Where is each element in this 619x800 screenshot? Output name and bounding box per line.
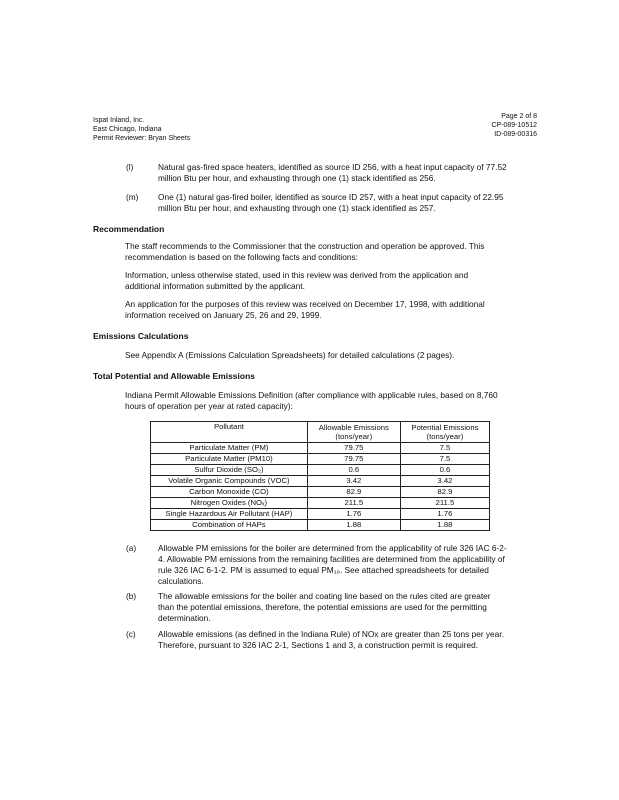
- table-row: [151, 476, 490, 487]
- pollutant-cell: Sulfur Dioxide (SO₂): [151, 465, 308, 476]
- table-row: [151, 443, 490, 454]
- pollutant-cell: Single Hazardous Air Pollutant (HAP): [151, 509, 308, 520]
- potential-cell: 82.9: [400, 487, 489, 498]
- emissions-calc-text: See Appendix A (Emissions Calculation Spreadsheets) for detailed calculations (2 pages).: [125, 350, 455, 360]
- allowable-cell: 79.75: [307, 454, 400, 465]
- emissions-calc-heading: Emissions Calculations: [93, 331, 189, 341]
- potential-cell: 1.88: [400, 520, 489, 531]
- recommendation-paragraph-2: Information, unless otherwise stated, used in this review was derived from the application and additional information submitted by the applicant.: [125, 270, 469, 291]
- allowable-cell: 211.5: [307, 498, 400, 509]
- table-row: [151, 498, 490, 509]
- potential-cell: 7.5: [400, 454, 489, 465]
- pollutant-cell: Combination of HAPs: [151, 520, 308, 531]
- potential-cell: 1.76: [400, 509, 489, 520]
- item-text: Natural gas-fired space heaters, identified as source ID 256, with a heat input capacity of 77.52 million Btu per hour, and exhausting through one (1) stack identified as 256.: [158, 162, 507, 183]
- column-header-pollutant: Pollutant: [151, 422, 308, 443]
- potential-cell: 0.6: [400, 465, 489, 476]
- table-row: [151, 487, 490, 498]
- table-row: [151, 509, 490, 520]
- pollutant-cell: Particulate Matter (PM10): [151, 454, 308, 465]
- allowable-cell: 1.76: [307, 509, 400, 520]
- recommendation-heading: Recommendation: [93, 224, 165, 234]
- recommendation-paragraph-3: An application for the purposes of this review was received on December 17, 1998, with additional information received on January 25, 26 and 29, 1999.: [125, 299, 485, 320]
- pollutant-cell: Particulate Matter (PM): [151, 443, 308, 454]
- pollutant-cell: Carbon Monoxide (CO): [151, 487, 308, 498]
- header-left: [93, 116, 190, 143]
- header-right: [491, 112, 537, 139]
- note-label: (c): [126, 629, 136, 639]
- company-name: Ispat Inland, Inc.: [93, 117, 145, 124]
- permit-reviewer: Permit Reviewer: Bryan Sheets: [93, 135, 191, 142]
- note-text: Allowable emissions (as defined in the Indiana Rule) of NOx are greater than 25 tons per year. Therefore, pursuant to 326 IAC 2-1, Sections 1 and 3, a construction permit is required.: [158, 629, 504, 650]
- recommendation-paragraph-1: The staff recommends to the Commissioner that the construction and operation be approved. This recommendation is based on the following facts and conditions:: [125, 241, 485, 262]
- note-text: Allowable PM emissions for the boiler are determined from the applicability of rule 326 IAC 6-2-4. Allowable PM emissions from the remaining facilities are determined from the applicability of rule 326 IAC 6-1-2. PM is assumed to equal PM₁₀. See attached spreadsheets for detailed calculations.: [158, 543, 507, 586]
- note-label: (a): [126, 543, 137, 553]
- company-location: East Chicago, Indiana: [93, 126, 162, 133]
- allowable-cell: 0.6: [307, 465, 400, 476]
- table-row: [151, 520, 490, 531]
- column-header-allowable: Allowable Emissions (tons/year): [307, 422, 400, 443]
- note-text: The allowable emissions for the boiler and coating line based on the rules cited are greater than the potential emissions, therefore, the potential emissions are used for the permitting determination.: [158, 591, 491, 623]
- potential-cell: 3.42: [400, 476, 489, 487]
- allowable-cell: 1.88: [307, 520, 400, 531]
- allowable-cell: 3.42: [307, 476, 400, 487]
- table-header-row: [151, 422, 490, 443]
- total-potential-heading: Total Potential and Allowable Emissions: [93, 371, 255, 381]
- column-header-potential: Potential Emissions (tons/year): [400, 422, 489, 443]
- potential-cell: 7.5: [400, 443, 489, 454]
- total-potential-intro: Indiana Permit Allowable Emissions Definition (after compliance with applicable rules, based on 8,760 hours of operation per year at rated capacity):: [125, 390, 498, 411]
- note-label: (b): [126, 591, 137, 601]
- table-row: [151, 465, 490, 476]
- allowable-cell: 82.9: [307, 487, 400, 498]
- id-number: ID-089-00316: [494, 131, 537, 138]
- allowable-cell: 79.75: [307, 443, 400, 454]
- emissions-table: [150, 421, 490, 531]
- cp-number: CP-089-10512: [491, 122, 537, 129]
- item-text: One (1) natural gas-fired boiler, identified as source ID 257, with a heat input capacity of 22.95 million Btu per hour, and exhausting through one (1) stack identified as 257.: [158, 192, 504, 213]
- potential-cell: 211.5: [400, 498, 489, 509]
- pollutant-cell: Nitrogen Oxides (NOₓ): [151, 498, 308, 509]
- table-row: [151, 454, 490, 465]
- item-label: (l): [126, 162, 134, 172]
- page-number: Page 2 of 8: [501, 113, 537, 120]
- pollutant-cell: Volatile Organic Compounds (VOC): [151, 476, 308, 487]
- item-label: (m): [126, 192, 139, 202]
